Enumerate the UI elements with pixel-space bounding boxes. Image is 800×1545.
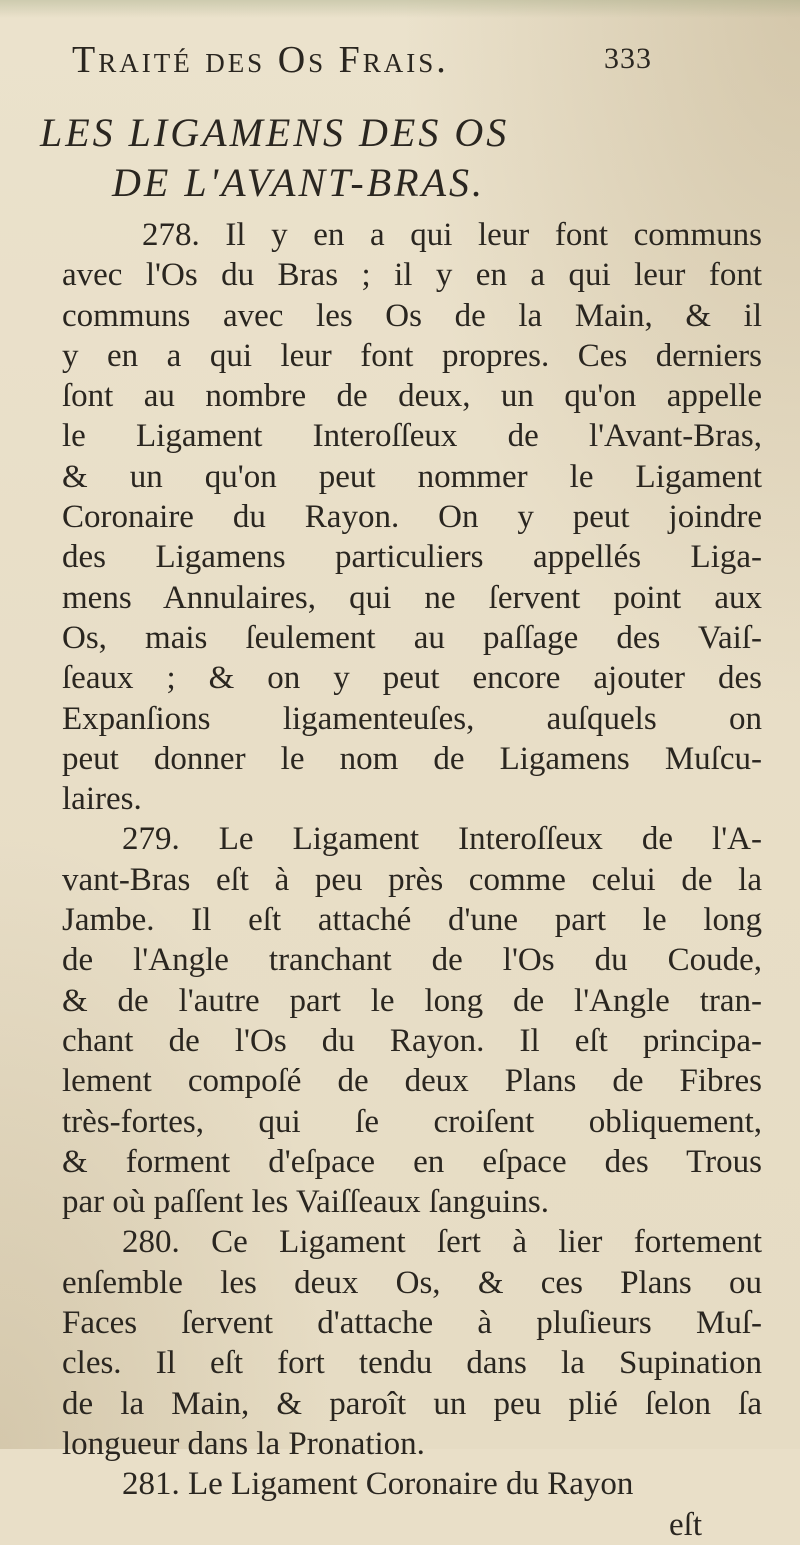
text-line: y en a qui leur font propres. Ces derniers: [62, 337, 762, 374]
text-line: Coronaire du Rayon. On y peut joindre: [62, 499, 762, 536]
text-line: Faces ſervent d'attache à pluſieurs Muſ-: [62, 1305, 762, 1342]
chapter-title-line2: DE L'AVANT-BRAS.: [112, 160, 486, 205]
text-line: & un qu'on peut nommer le Ligament: [62, 458, 762, 495]
text-line: laires.: [62, 781, 142, 818]
text-line: communs avec les Os de la Main, & il: [62, 297, 762, 334]
chapter-title: [40, 108, 760, 208]
text-line: enſemble les deux Os, & ces Plans ou: [62, 1264, 762, 1301]
text-line: 281. Le Ligament Coronaire du Rayon: [122, 1466, 634, 1503]
text-line: Jambe. Il eſt attaché d'une part le long: [62, 902, 762, 939]
running-title: Traité des Os Frais.: [72, 39, 449, 81]
text-line: très-fortes, qui ſe croiſent obliquement,: [62, 1103, 762, 1140]
text-line: Os, mais ſeulement au paſſage des Vaiſ-: [62, 619, 762, 656]
text-line: peut donner le nom de Ligamens Muſcu-: [62, 740, 762, 777]
page-top-edge: [0, 0, 800, 18]
text-line: 278. Il y en a qui leur font communs: [142, 217, 762, 253]
catchword: eſt: [669, 1506, 702, 1543]
text-line: des Ligamens particuliers appellés Liga-: [62, 539, 762, 576]
text-line: mens Annulaires, qui ne ſervent point aux: [62, 579, 762, 616]
text-line: de l'Angle tranchant de l'Os du Coude,: [62, 942, 762, 979]
text-line: & de l'autre part le long de l'Angle tran-: [62, 982, 762, 1019]
text-line: cles. Il eſt fort tendu dans la Supination: [62, 1345, 762, 1382]
text-line: 279. Le Ligament Interoſſeux de l'A-: [122, 821, 762, 858]
text-line: de la Main, & paroît un peu plié ſelon ſa: [62, 1385, 762, 1422]
text-line: & forment d'eſpace en eſpace des Trous: [62, 1143, 762, 1180]
text-line: 280. Ce Ligament ſert à lier fortement: [122, 1224, 762, 1261]
text-line: ſont au nombre de deux, un qu'on appelle: [62, 378, 762, 415]
running-head: [72, 38, 712, 88]
page-number: 333: [604, 42, 652, 75]
text-line: lement compoſé de deux Plans de Fibres: [62, 1063, 762, 1100]
text-line: chant de l'Os du Rayon. Il eſt principa-: [62, 1022, 762, 1059]
chapter-title-line1: LES LIGAMENS DES OS: [40, 110, 510, 155]
text-line: par où paſſent les Vaiſſeaux ſanguins.: [62, 1184, 549, 1221]
text-line: Expanſions ligamenteuſes, auſquels on: [62, 700, 762, 737]
text-line: vant-Bras eſt à peu près comme celui de la: [62, 861, 762, 898]
text-line: le Ligament Interoſſeux de l'Avant-Bras,: [62, 418, 762, 455]
text-line: avec l'Os du Bras ; il y en a qui leur font: [62, 257, 762, 294]
body-text: [62, 215, 762, 1545]
text-line: ſeaux ; & on y peut encore ajouter des: [62, 660, 762, 697]
text-line: longueur dans la Pronation.: [62, 1425, 425, 1462]
